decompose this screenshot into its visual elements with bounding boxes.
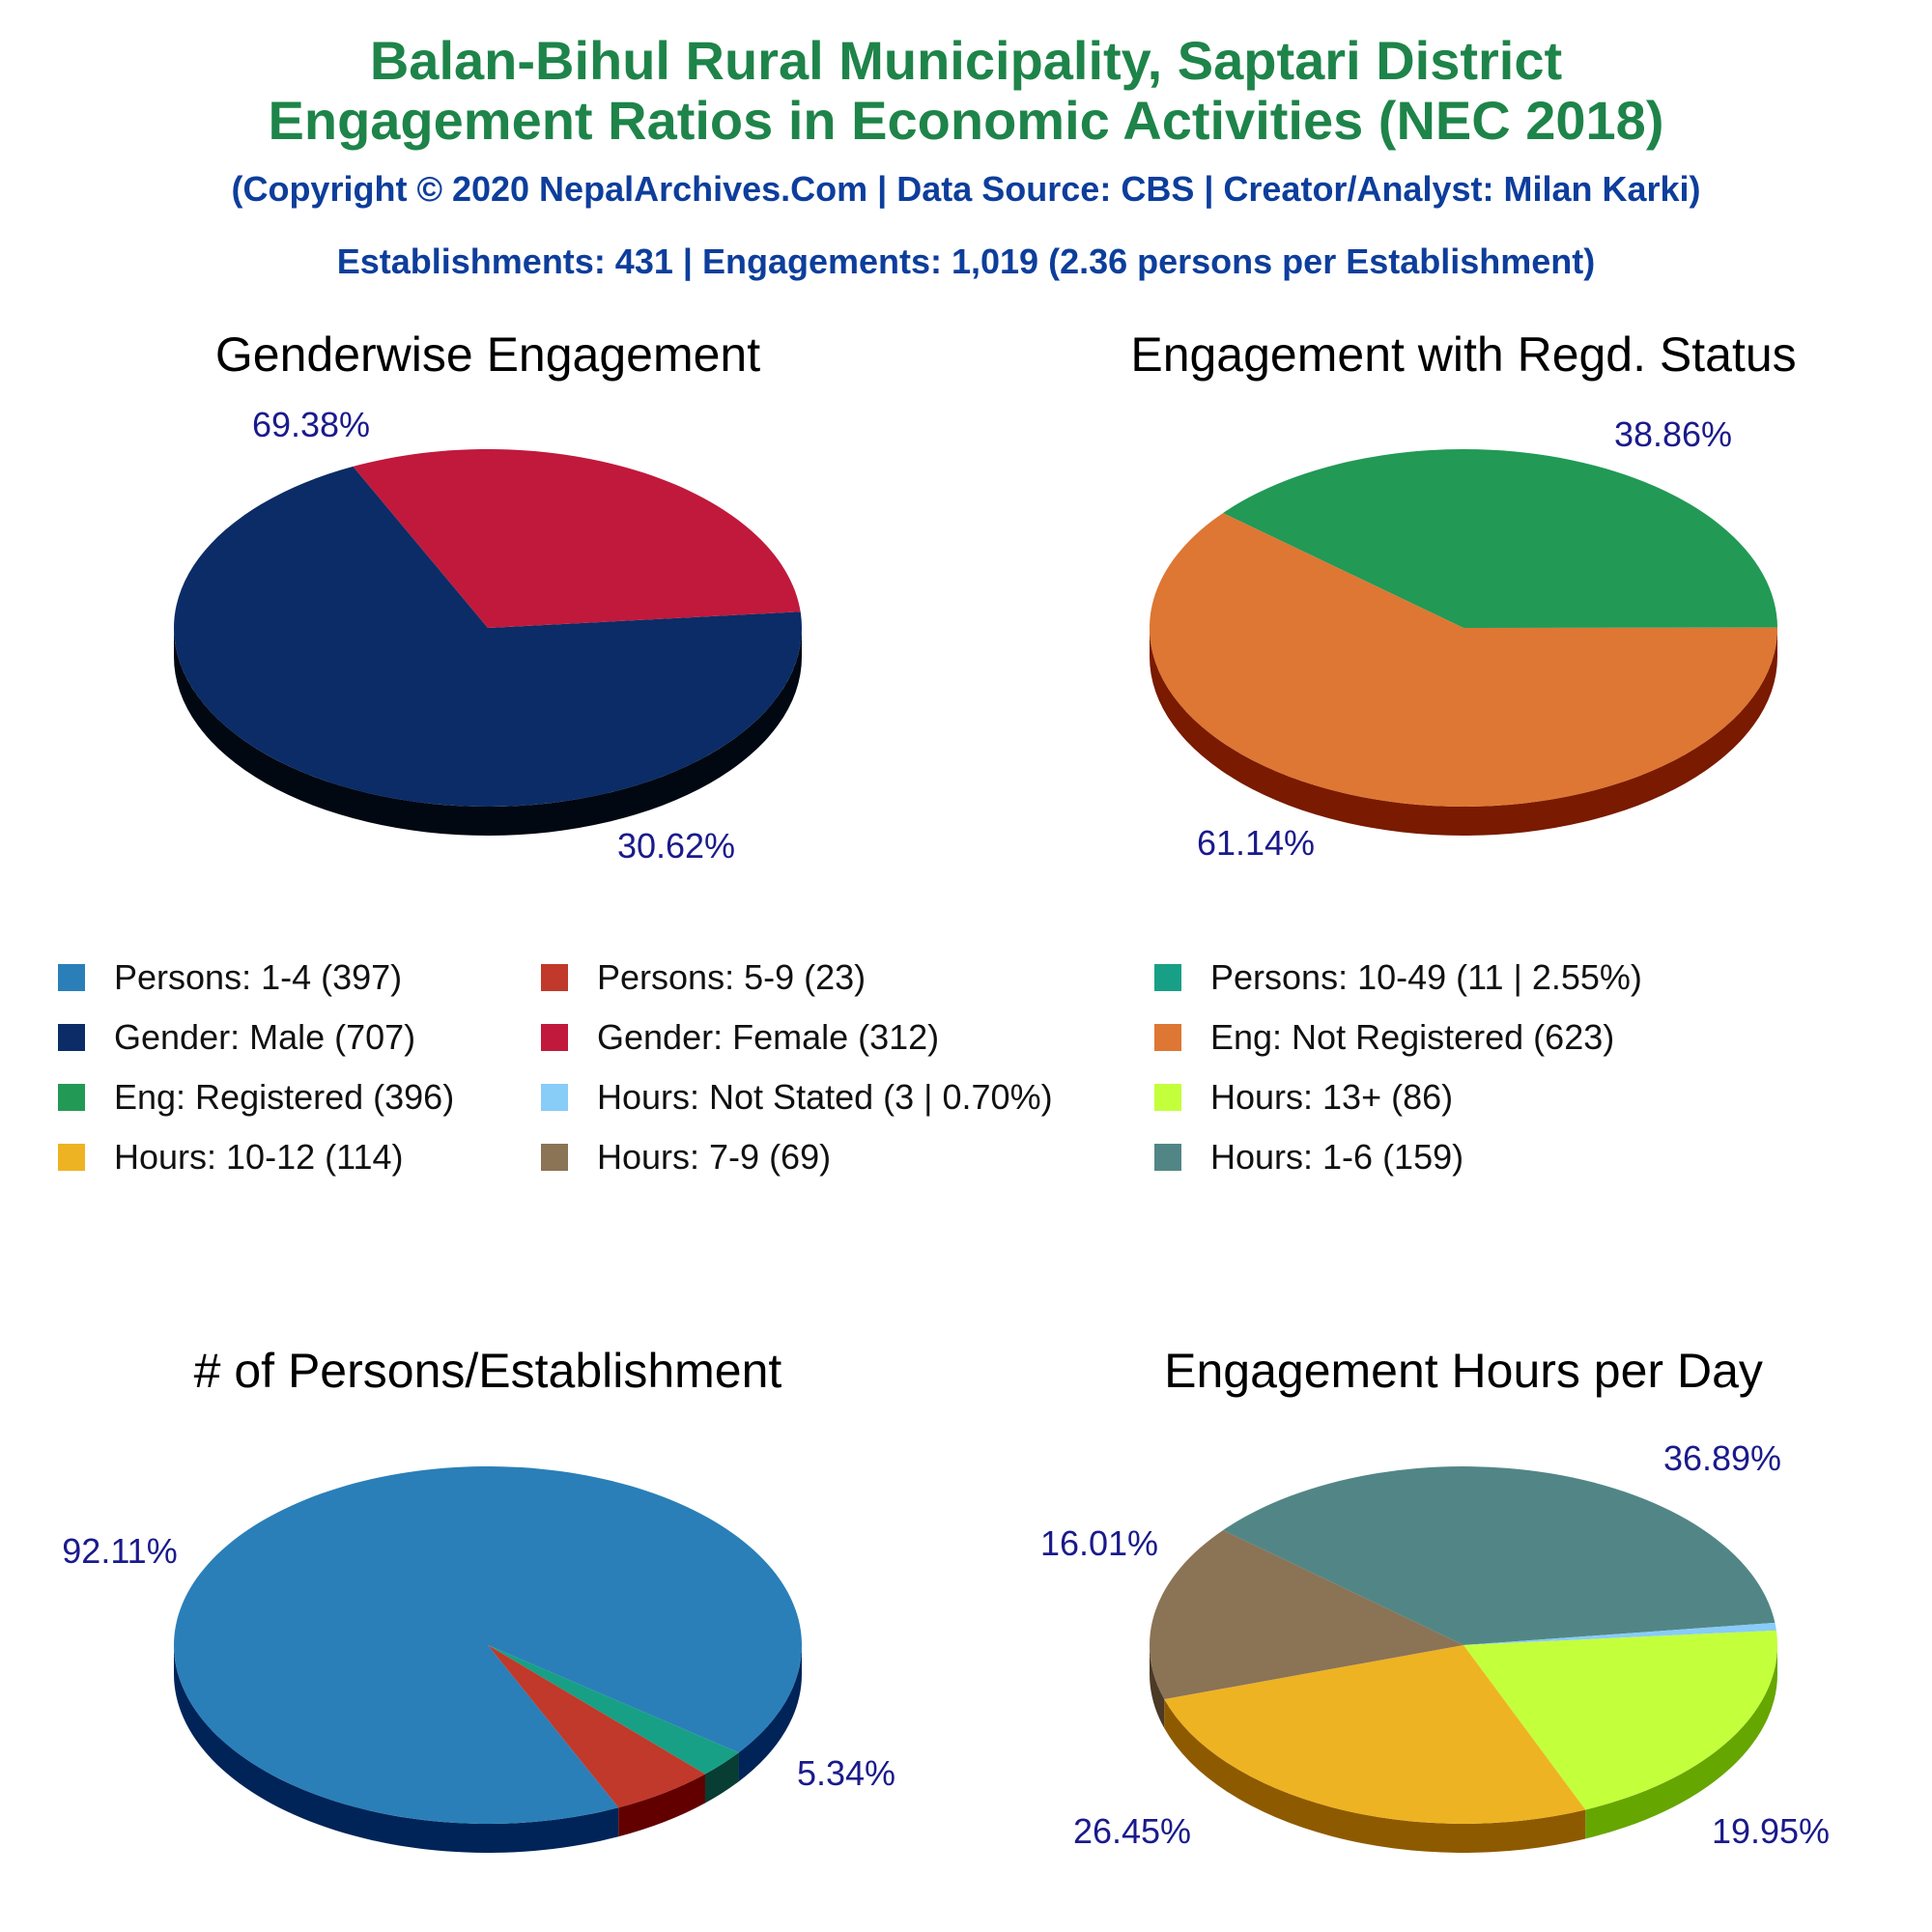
legend-item — [58, 956, 402, 999]
legend-item — [541, 1076, 1053, 1119]
pie-chart — [1040, 1438, 1830, 1853]
legend-swatch — [1154, 1084, 1181, 1111]
legend-item — [58, 1076, 454, 1119]
legend-label: Hours: 13+ (86) — [1210, 1077, 1454, 1117]
legend-item — [1154, 956, 1642, 999]
pie-percent-label: 61.14% — [1196, 823, 1316, 863]
pie-percent-label: 30.62% — [616, 826, 736, 866]
pie-percent-label: 16.01% — [1039, 1523, 1159, 1563]
legend-swatch — [58, 1024, 85, 1051]
pie-percent-label: 19.95% — [1711, 1811, 1831, 1851]
legend-label: Persons: 5-9 (23) — [597, 957, 867, 997]
legend-label: Persons: 10-49 (11 | 2.55%) — [1210, 957, 1642, 997]
legend-item — [541, 956, 866, 999]
legend-swatch — [58, 1144, 85, 1171]
legend-swatch — [541, 1144, 568, 1171]
legend-swatch — [1154, 1024, 1181, 1051]
legend-item — [541, 1016, 939, 1059]
legend-swatch — [1154, 964, 1181, 991]
legend-item — [1154, 1136, 1463, 1179]
legend-item — [58, 1136, 403, 1179]
legend-label: Hours: 10-12 (114) — [114, 1137, 404, 1177]
legend-swatch — [1154, 1144, 1181, 1171]
chart-main-title-line1: Balan-Bihul Rural Municipality, Saptari District — [369, 30, 1563, 91]
legend-swatch — [58, 1084, 85, 1111]
legend-label: Eng: Registered (396) — [114, 1077, 455, 1117]
legend-label: Gender: Female (312) — [597, 1017, 940, 1057]
pie-percent-label: 5.34% — [796, 1753, 896, 1793]
pie-title-registration: Engagement with Regd. Status — [1130, 327, 1797, 382]
copyright-note: (Copyright © 2020 NepalArchives.Com | Data Source: CBS | Creator/Analyst: Milan Karki) — [231, 169, 1701, 209]
pie-chart — [1150, 414, 1777, 863]
pie-chart — [174, 405, 802, 866]
pie-percent-label: 92.11% — [62, 1531, 178, 1571]
legend-label: Hours: 1-6 (159) — [1210, 1137, 1464, 1177]
legend-swatch — [541, 964, 568, 991]
legend-item — [1154, 1016, 1614, 1059]
pie-title-hours: Engagement Hours per Day — [1164, 1344, 1763, 1398]
pie-percent-label: 26.45% — [1072, 1811, 1192, 1851]
summary-line: Establishments: 431 | Engagements: 1,019 (2.36 persons per Establishment) — [336, 242, 1596, 281]
legend-label: Gender: Male (707) — [114, 1017, 416, 1057]
legend-swatch — [541, 1084, 568, 1111]
chart-main-title-line2: Engagement Ratios in Economic Activities (NEC 2018) — [268, 90, 1664, 151]
legend-label: Eng: Not Registered (623) — [1210, 1017, 1615, 1057]
legend-item — [58, 1016, 415, 1059]
legend-swatch — [58, 964, 85, 991]
legend-swatch — [541, 1024, 568, 1051]
legend-label: Persons: 1-4 (397) — [114, 957, 403, 997]
pie-title-gender: Genderwise Engagement — [214, 327, 761, 382]
pie-percent-label: 38.86% — [1613, 414, 1733, 454]
legend-item — [541, 1136, 831, 1179]
pie-percent-label: 36.89% — [1662, 1438, 1782, 1478]
pie-chart — [62, 1466, 895, 1853]
legend-item — [1154, 1076, 1453, 1119]
legend-label: Hours: Not Stated (3 | 0.70%) — [597, 1077, 1053, 1117]
legend-label: Hours: 7-9 (69) — [597, 1137, 832, 1177]
pie-title-persons: # of Persons/Establishment — [193, 1344, 782, 1398]
pie-percent-label: 69.38% — [251, 405, 371, 444]
